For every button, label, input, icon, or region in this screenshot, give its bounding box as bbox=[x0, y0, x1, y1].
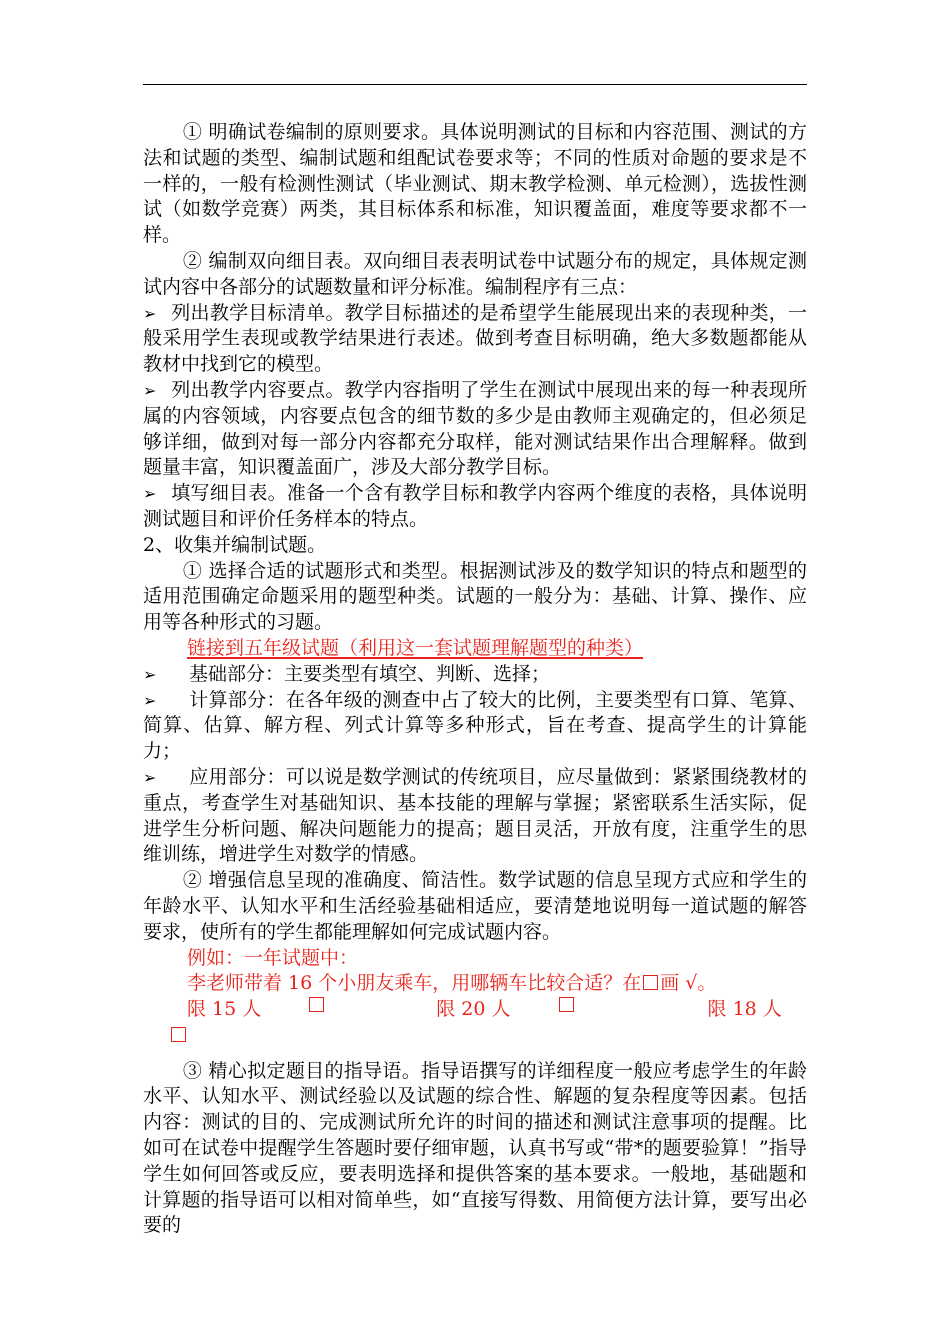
bullet-text: 计算部分：在各年级的测查中占了较大的比例，主要类型有口算、笔算、简算、估算、解方程、列式计算等多种形式，旨在考查、提高学生的计算能力； bbox=[143, 688, 807, 763]
checkbox-icon bbox=[309, 997, 324, 1012]
bullet-item bbox=[143, 662, 807, 688]
option-label: 限 15 人 bbox=[187, 998, 262, 1021]
paragraph: ② 增强信息呈现的准确度、简洁性。数学试题的信息呈现方式应和学生的年龄水平、认知水平和生活经验基础相适应，要清楚地说明每一道试题的解答要求，使所有的学生都能理解如何完成试题内容。 bbox=[143, 869, 807, 943]
checkbox-icon bbox=[559, 997, 574, 1012]
bullet-text: 列出教学内容要点。教学内容指明了学生在测试中展现出来的每一种表现所属的内容领域，内容要点包含的细节数的多少是由教师主观确定的，但必须足够详细，做到对每一部分内容都充分取样，能对测试结果作出合理解释。做到题量丰富，知识覆盖面广，涉及大部分教学目标。 bbox=[143, 378, 807, 479]
example-options-wrap bbox=[143, 1023, 807, 1049]
bullet-arrow-icon: ➢ bbox=[143, 380, 157, 400]
bullet-item bbox=[143, 481, 807, 533]
paragraph: ③ 精心拟定题目的指导语。指导语撰写的详细程度一般应考虑学生的年龄水平、认知水平、测试经验以及试题的综合性、解题的复杂程度等因素。包括内容：测试的目的、完成测试所允许的时间的描述和测试注意事项的提醒。比如可在试卷中提醒学生答题时要仔细审题，认真书写或“带*的题要验算！”指导学生如何回答或反应，要表明选择和提供答案的基本要求。一般地，基础题和计算题的指导语可以相对简单些，如“直接写得数、用简便方法计算，要写出必要的 bbox=[143, 1059, 807, 1237]
bullet-arrow-icon: ➢ bbox=[143, 303, 157, 323]
bullet-item bbox=[143, 378, 807, 481]
fifth-grade-test-link[interactable]: 链接到五年级试题（利用这一套试题理解题型的种类） bbox=[187, 636, 644, 659]
bullet-text: 列出教学目标清单。教学目标描述的是希望学生能展现出来的表现种类，一般采用学生表现或教学结果进行表述。做到考查目标明确，绝大多数题都能从教材中找到它的模型。 bbox=[143, 301, 807, 376]
checkbox-icon bbox=[643, 975, 658, 990]
section-heading: 2、收集并编制试题。 bbox=[143, 533, 327, 556]
bullet-text: 基础部分：主要类型有填空、判断、选择； bbox=[189, 662, 551, 685]
example-question bbox=[143, 971, 807, 997]
paragraph: ② 编制双向细目表。双向细目表表明试卷中试题分布的规定，具体规定测试内容中各部分的试题数量和评分标准。编制程序有三点： bbox=[143, 249, 807, 298]
paragraph: ① 明确试卷编制的原则要求。具体说明测试的目标和内容范围、测试的方法和试题的类型、编制试题和组配试卷要求等；不同的性质对命题的要求是不一样的，一般有检测性测试（毕业测试、期末教学检测、单元检测），选拔性测试（如数学竞赛）两类，其目标体系和标准，知识覆盖面，难度等要求都不一样。 bbox=[143, 121, 807, 247]
bullet-item bbox=[143, 301, 807, 378]
example-question-tail: 画 √。 bbox=[660, 972, 717, 995]
option-label: 限 18 人 bbox=[707, 998, 782, 1021]
bullet-text: 填写细目表。准备一个含有教学目标和教学内容两个维度的表格，具体说明测试题目和评价任务样本的特点。 bbox=[143, 482, 807, 530]
example-heading: 例如：一年试题中： bbox=[187, 946, 359, 969]
document-body bbox=[143, 120, 807, 1239]
example-question-text: 李老师带着 16 个小朋友乘车，用哪辆车比较合适？在 bbox=[187, 972, 642, 995]
checkbox-icon bbox=[171, 1027, 186, 1042]
bullet-arrow-icon: ➢ bbox=[143, 690, 157, 710]
bullet-arrow-icon: ➢ bbox=[143, 767, 157, 787]
option-label: 限 20 人 bbox=[436, 998, 511, 1021]
bullet-arrow-icon: ➢ bbox=[143, 484, 157, 504]
header-rule bbox=[143, 84, 807, 85]
bullet-arrow-icon: ➢ bbox=[143, 664, 157, 684]
bullet-text: 应用部分：可以说是数学测试的传统项目，应尽量做到：紧紧围绕教材的重点，考查学生对基础知识、基本技能的理解与掌握；紧密联系生活实际，促进学生分析问题、解决问题能力的提高；题目灵活，开放有度，注重学生的思维训练，增进学生对数学的情感。 bbox=[143, 765, 807, 866]
bullet-item bbox=[143, 688, 807, 765]
bullet-item bbox=[143, 765, 807, 868]
example-options bbox=[143, 997, 807, 1023]
paragraph: ① 选择合适的试题形式和类型。根据测试涉及的数学知识的特点和题型的适用范围确定命题采用的题型种类。试题的一般分为：基础、计算、操作、应用等各种形式的习题。 bbox=[143, 559, 807, 634]
